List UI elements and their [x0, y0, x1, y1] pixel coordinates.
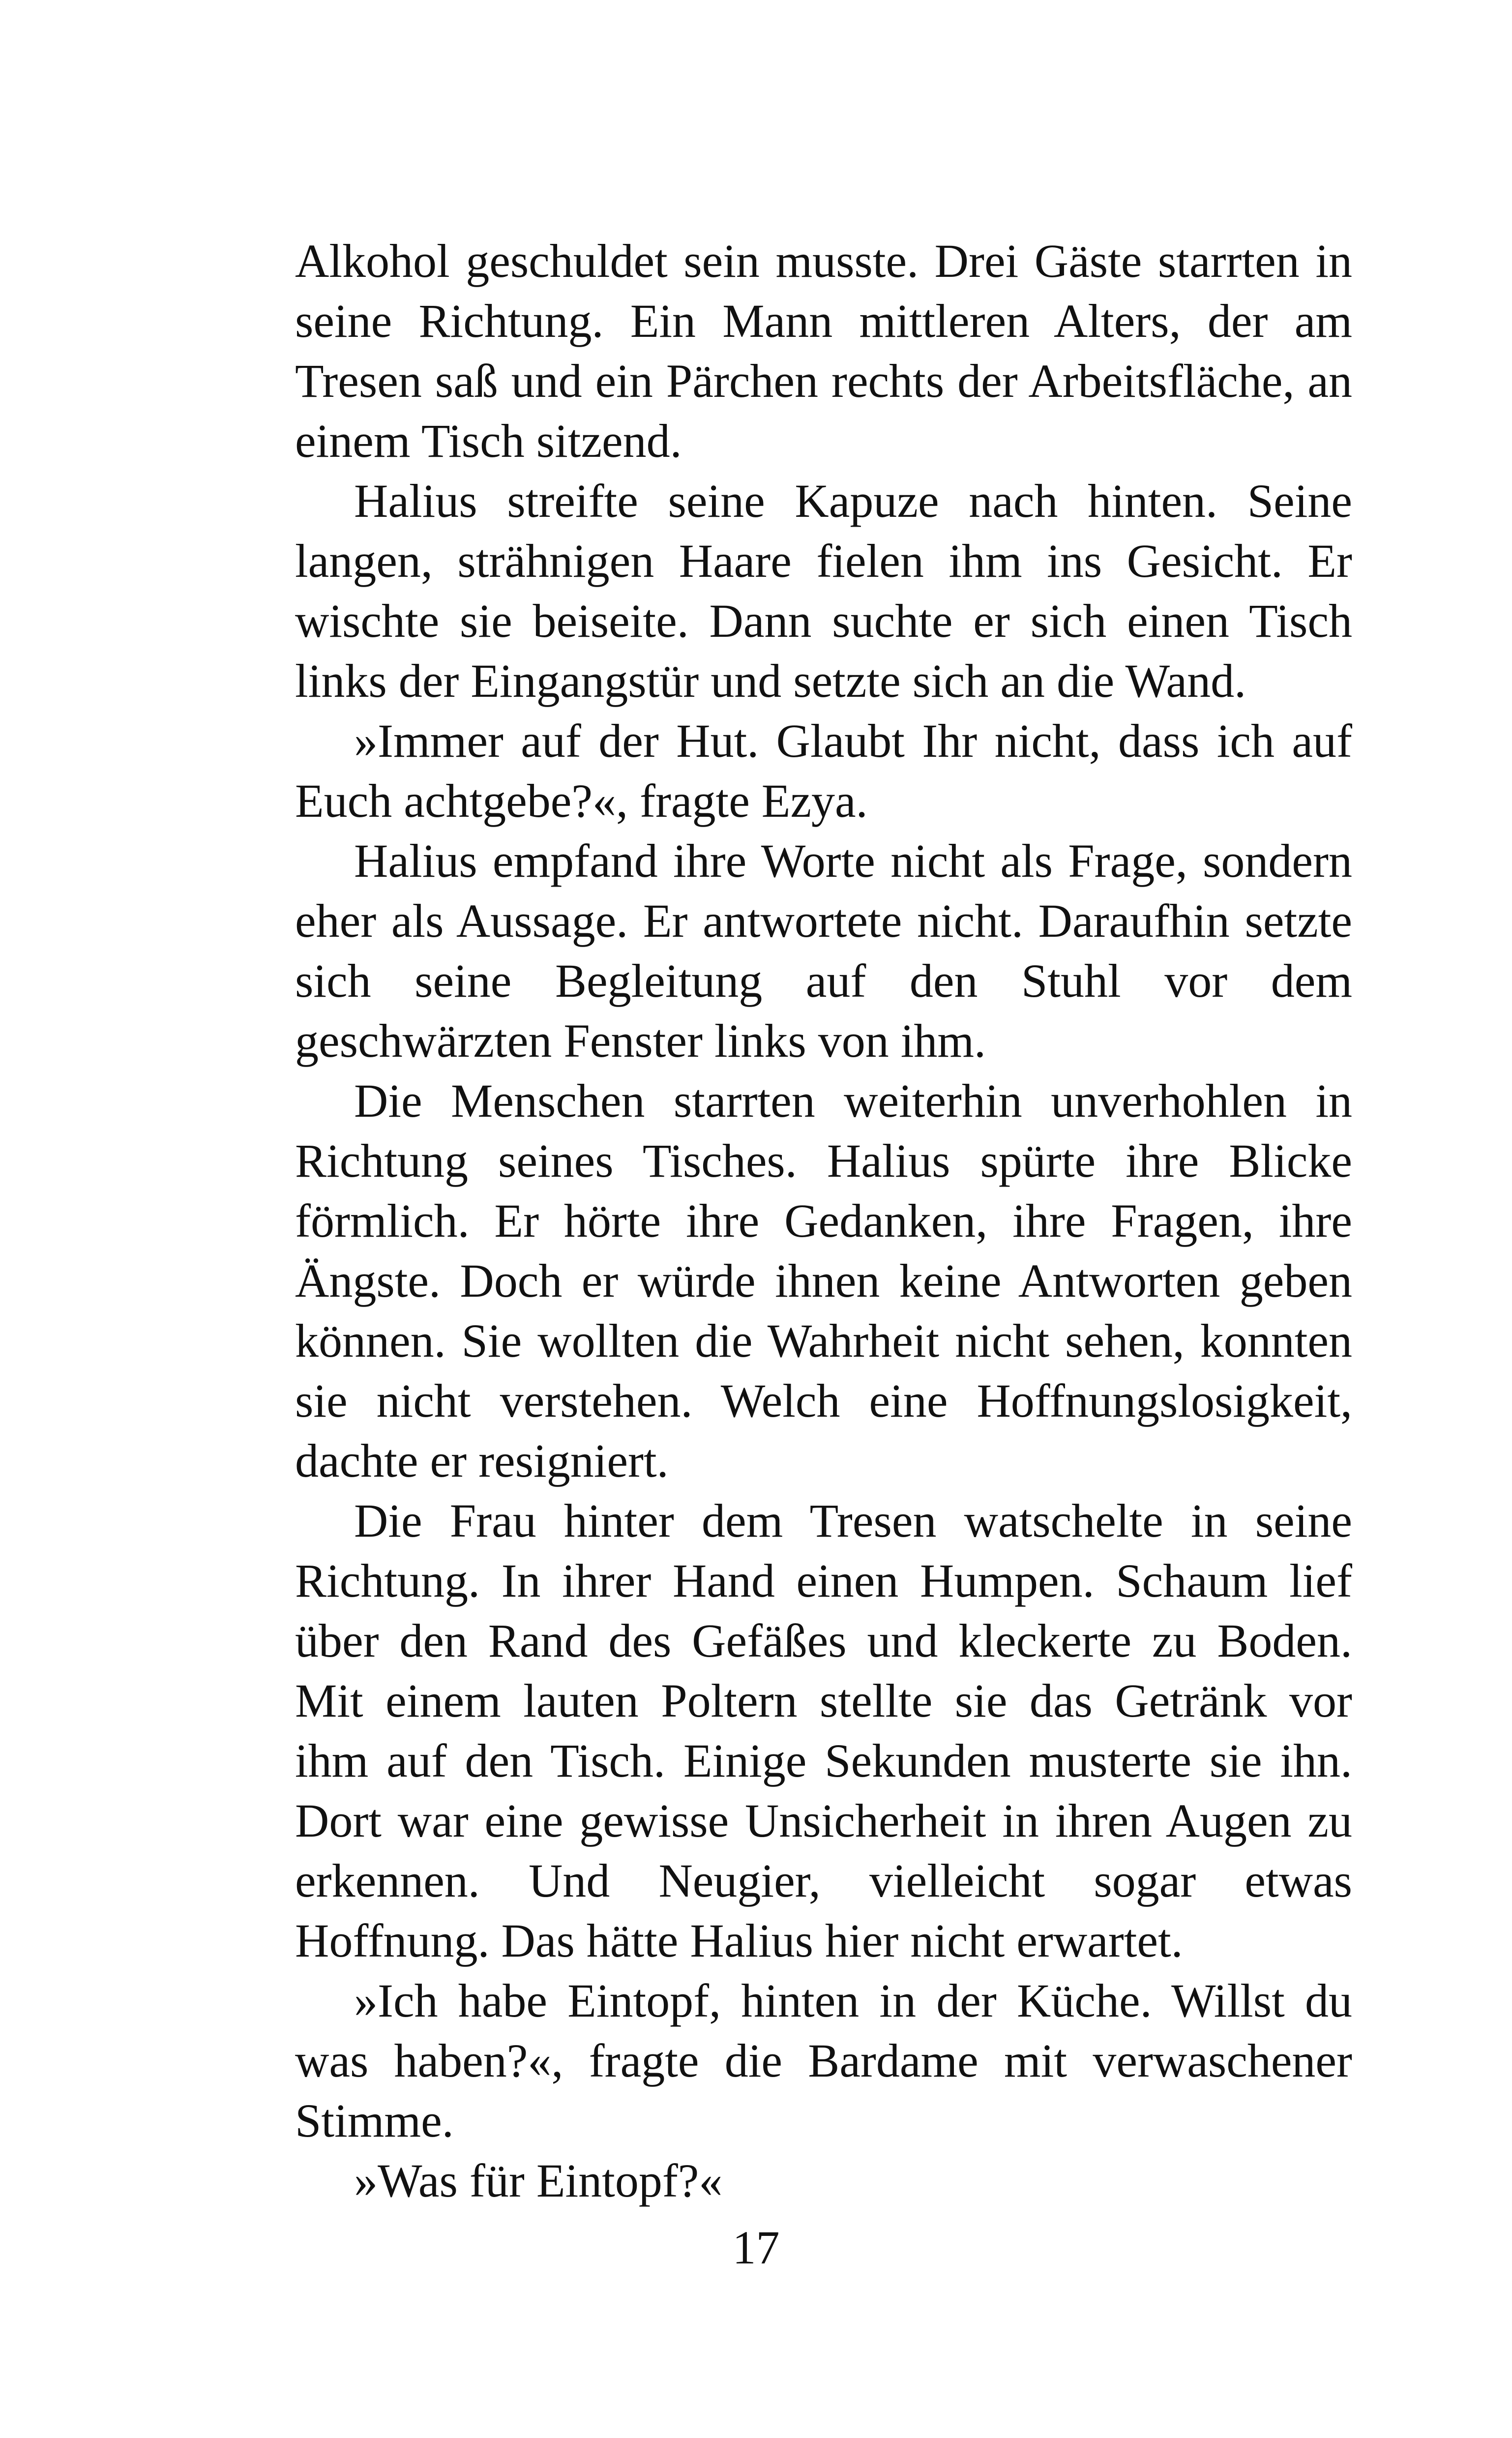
paragraph-5: Die Menschen starrten weiterhin unverhohlen in Richtung seines Tisches. Halius spürte ihre Blicke förmlich. Er hörte ihre Gedanken, ihre Fragen, ihre Ängste. Doch er würde ihnen keine Antworten geben können. Sie wollten die Wahrheit nicht sehen, konnten sie nicht verstehen. Welch eine Hoffnungslosigkeit, dachte er resigniert. — [295, 1074, 1352, 1487]
paragraph-8: »Was für Eintopf?« — [354, 2154, 723, 2207]
page-number: 17 — [732, 2221, 780, 2274]
paragraph-4: Halius empfand ihre Worte nicht als Frage, sondern eher als Aussage. Er antwortete nicht. Daraufhin setzte sich seine Begleitung auf den Stuhl vor dem geschwärzten Fenster links von ihm. — [295, 834, 1352, 1067]
paragraph-1: Alkohol geschuldet sein musste. Drei Gäste starrten in seine Richtung. Ein Mann mittleren Alters, der am Tresen saß und ein Pärchen rechts der Arbeitsfläche, an einem Tisch sitzend. — [295, 235, 1352, 467]
body-text — [295, 231, 1352, 2211]
paragraph-7: »Ich habe Eintopf, hinten in der Küche. Willst du was haben?«, fragte die Bardame mit verwaschener Stimme. — [295, 1974, 1352, 2147]
paragraph-3: »Immer auf der Hut. Glaubt Ihr nicht, dass ich auf Euch achtgebe?«, fragte Ezya. — [295, 714, 1352, 827]
paragraph-6: Die Frau hinter dem Tresen watschelte in seine Richtung. In ihrer Hand einen Humpen. Schaum lief über den Rand des Gefäßes und kleckerte zu Boden. Mit einem lauten Poltern stellte sie das Getränk vor ihm auf den Tisch. Einige Sekunden musterte sie ihn. Dort war eine gewisse Unsicherheit in ihren Augen zu erkennen. Und Neugier, vielleicht sogar etwas Hoffnung. Das hätte Halius hier nicht erwartet. — [295, 1494, 1352, 1967]
paragraph-2: Halius streifte seine Kapuze nach hinten. Seine langen, strähnigen Haare fielen ihm ins Gesicht. Er wischte sie beiseite. Dann suchte er sich einen Tisch links der Eingangstür und setzte sich an die Wand. — [295, 475, 1352, 707]
